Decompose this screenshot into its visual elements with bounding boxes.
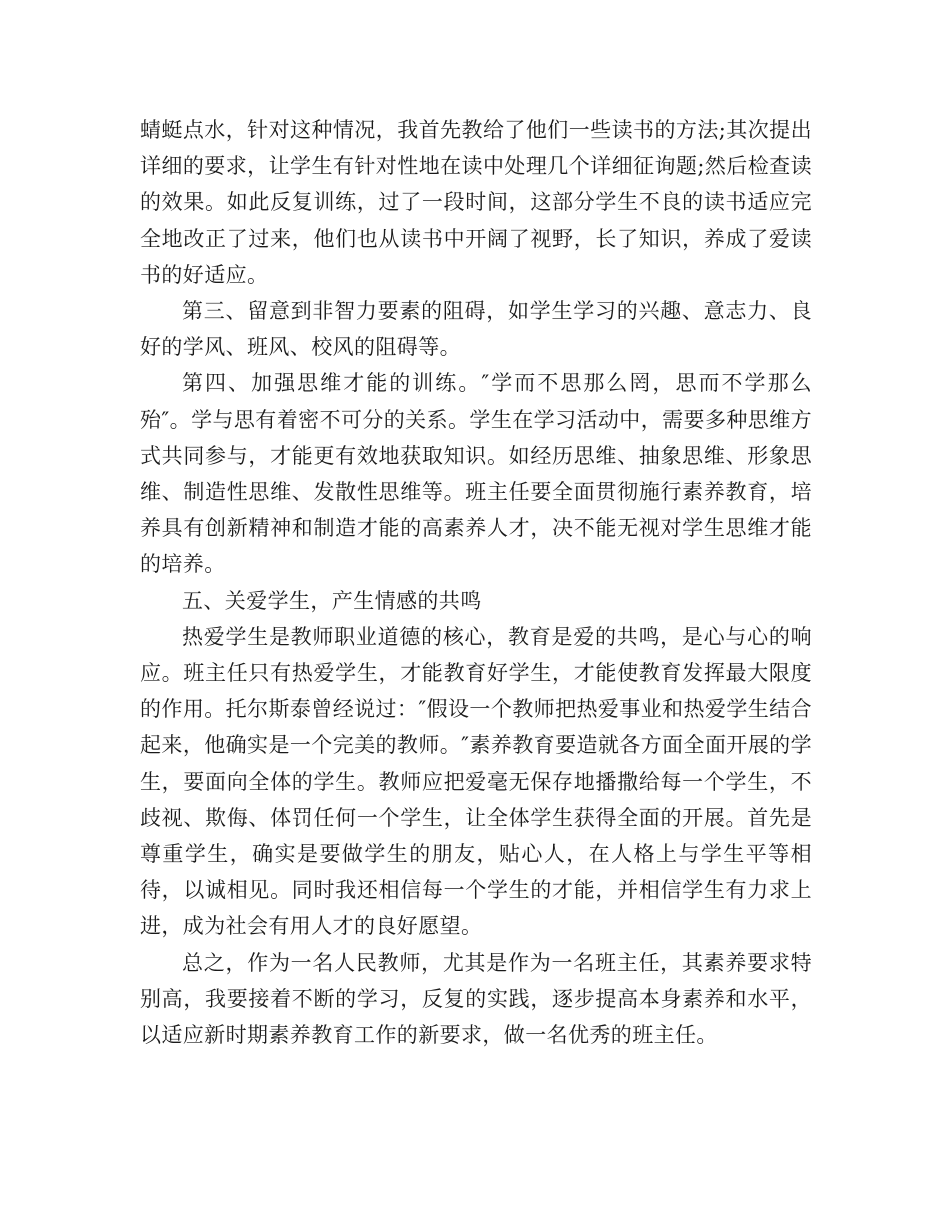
- paragraph-continuation: 蜻蜓点水，针对这种情况，我首先教给了他们一些读书的方法;其次提出详细的要求，让学生有针对性地在读中处理几个详细征询题;然后检查读的效果。如此反复训练，过了一段时间，这部分学生不良的读书适应完全地改正了过来，他们也从读书中开阔了视野，长了知识，养成了爱读书的好适应。: [140, 118, 812, 287]
- paragraph-fourth-point: 第四、加强思维才能的训练。″学而不思那么罔，思而不学那么殆″。学与思有着密不可分的关系。学生在学习活动中，需要多种思维方式共同参与，才能更有效地获取知识。如经历思维、抽象思维、形象思维、制造性思维、发散性思维等。班主任要全面贯彻施行素养教育，培养具有创新精神和制造才能的高素养人才，决不能无视对学生思维才能的培养。: [140, 371, 812, 577]
- document-page: [140, 112, 812, 1053]
- paragraph-third-point: 第三、留意到非智力要素的阻碍，如学生学习的兴趣、意志力、良好的学风、班风、校风的阻碍等。: [140, 299, 812, 360]
- section-heading-five: 五、关爱学生，产生情感的共鸣: [182, 588, 482, 613]
- paragraph-conclusion: 总之，作为一名人民教师，尤其是作为一名班主任，其素养要求特别高，我要接着不断的学习，反复的实践，逐步提高本身素养和水平，以适应新时期素养教育工作的新要求，做一名优秀的班主任。: [140, 950, 812, 1048]
- paragraph-love-students: 热爱学生是教师职业道德的核心，教育是爱的共鸣，是心与心的响应。班主任只有热爱学生，才能教育好学生，才能使教育发挥最大限度的作用。托尔斯泰曾经说过：″假设一个教师把热爱事业和热爱学生结合起来，他确实是一个完美的教师。″素养教育要造就各方面全面开展的学生，要面向全体的学生。教师应把爱毫无保存地播撒给每一个学生，不歧视、欺侮、体罚任何一个学生，让全体学生获得全面的开展。首先是尊重学生，确实是要做学生的朋友，贴心人，在人格上与学生平等相待，以诚相见。同时我还相信每一个学生的才能，并相信学生有力求上进，成为社会有用人才的良好愿望。: [140, 624, 812, 939]
